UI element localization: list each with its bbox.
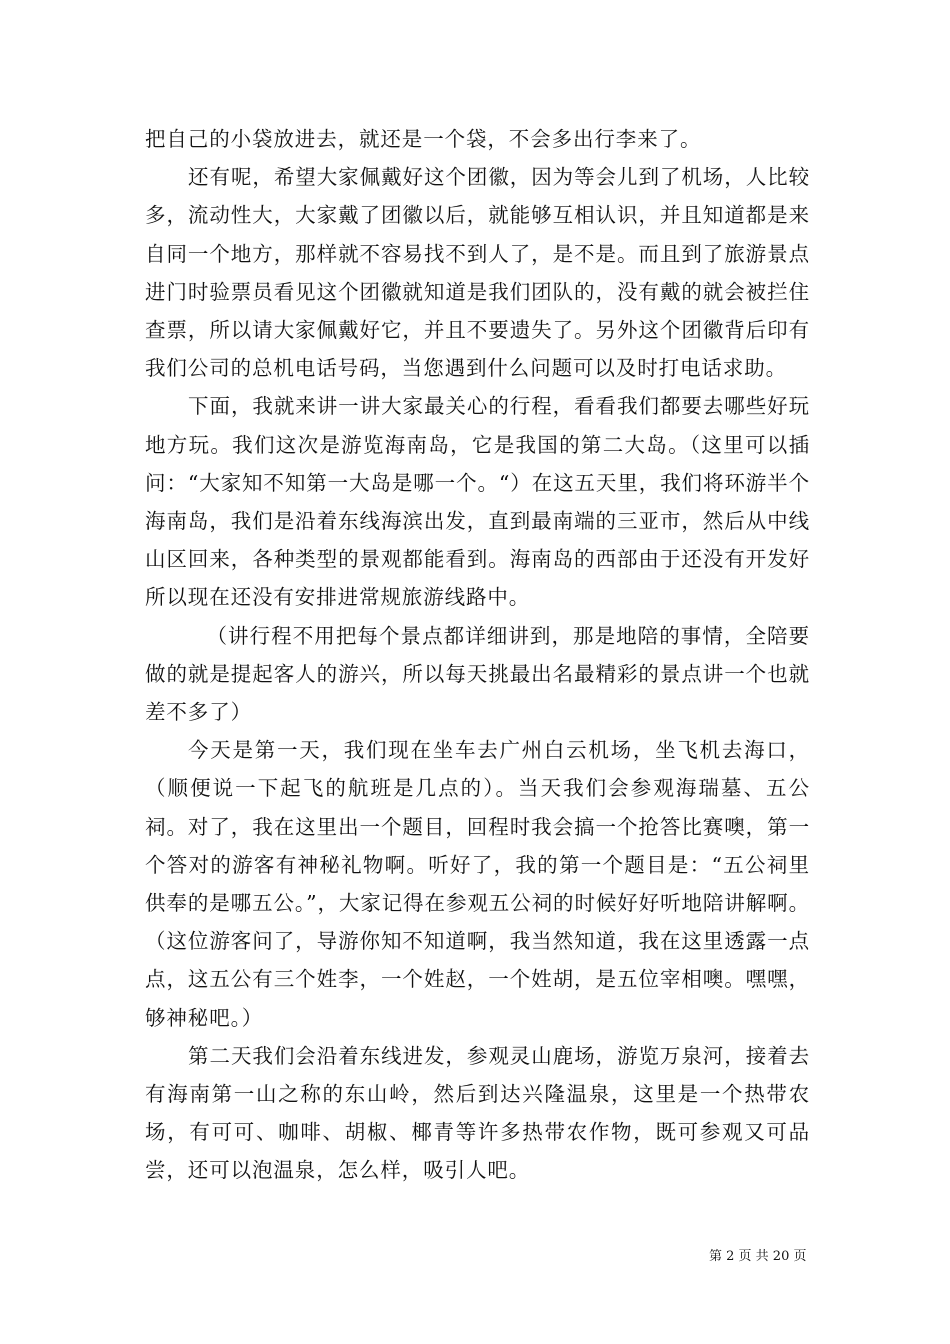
page-number-footer: 第 2 页 共 20 页 bbox=[709, 1249, 807, 1264]
paragraph-day-one: 今天是第一天，我们现在坐车去广州白云机场，坐飞机去海口，（顺便说一下起飞的航班是几点的）。当天我们会参观海瑞墓、五公祠。对了，我在这里出一个题目，回程时我会搞一个抢答比赛噢，第一个答对的游客有神秘礼物啊。听好了，我的第一个题目是：“五公祠里供奉的是哪五公。”，大家记得在参观五公祠的时候好好听地陪讲解啊。（这位游客问了，导游你知不知道啊，我当然知道，我在这里透露一点点，这五公有三个姓李，一个姓赵，一个姓胡，是五位宰相噢。嘿嘿，够神秘吧。） bbox=[145, 738, 810, 1030]
paragraph-team-badge: 还有呢，希望大家佩戴好这个团徽，因为等会儿到了机场，人比较多，流动性大，大家戴了团徽以后，就能够互相认识，并且知道都是来自同一个地方，那样就不容易找不到人了，是不是。而且到了旅游景点进门时验票员看见这个团徽就知道是我们团队的，没有戴的就会被拦住查票，所以请大家佩戴好它，并且不要遗失了。另外这个团徽背后印有我们公司的总机电话号码，当您遇到什么问题可以及时打电话求助。 bbox=[145, 165, 810, 381]
paragraph-continuation: 把自己的小袋放进去，就还是一个袋，不会多出行李来了。 bbox=[145, 127, 702, 151]
paragraph-itinerary-note: （讲行程不用把每个景点都详细讲到，那是地陪的事情，全陪要做的就是提起客人的游兴，所以每天挑最出名最精彩的景点讲一个也就差不多了） bbox=[145, 623, 810, 725]
body-text bbox=[145, 120, 810, 1190]
paragraph-day-two: 第二天我们会沿着东线进发，参观灵山鹿场，游览万泉河，接着去有海南第一山之称的东山岭，然后到达兴隆温泉，这里是一个热带农场，有可可、咖啡、胡椒、椰青等许多热带农作物，既可参观又可品尝，还可以泡温泉，怎么样，吸引人吧。 bbox=[145, 1043, 810, 1183]
paragraph-itinerary-intro: 下面，我就来讲一讲大家最关心的行程，看看我们都要去哪些好玩地方玩。我们这次是游览海南岛，它是我国的第二大岛。（这里可以插问：“大家知不知第一大岛是哪一个。“）在这五天里，我们将环游半个海南岛，我们是沿着东线海滨出发，直到最南端的三亚市，然后从中线山区回来，各种类型的景观都能看到。海南岛的西部由于还没有开发好所以现在还没有安排进常规旅游线路中。 bbox=[145, 394, 810, 610]
